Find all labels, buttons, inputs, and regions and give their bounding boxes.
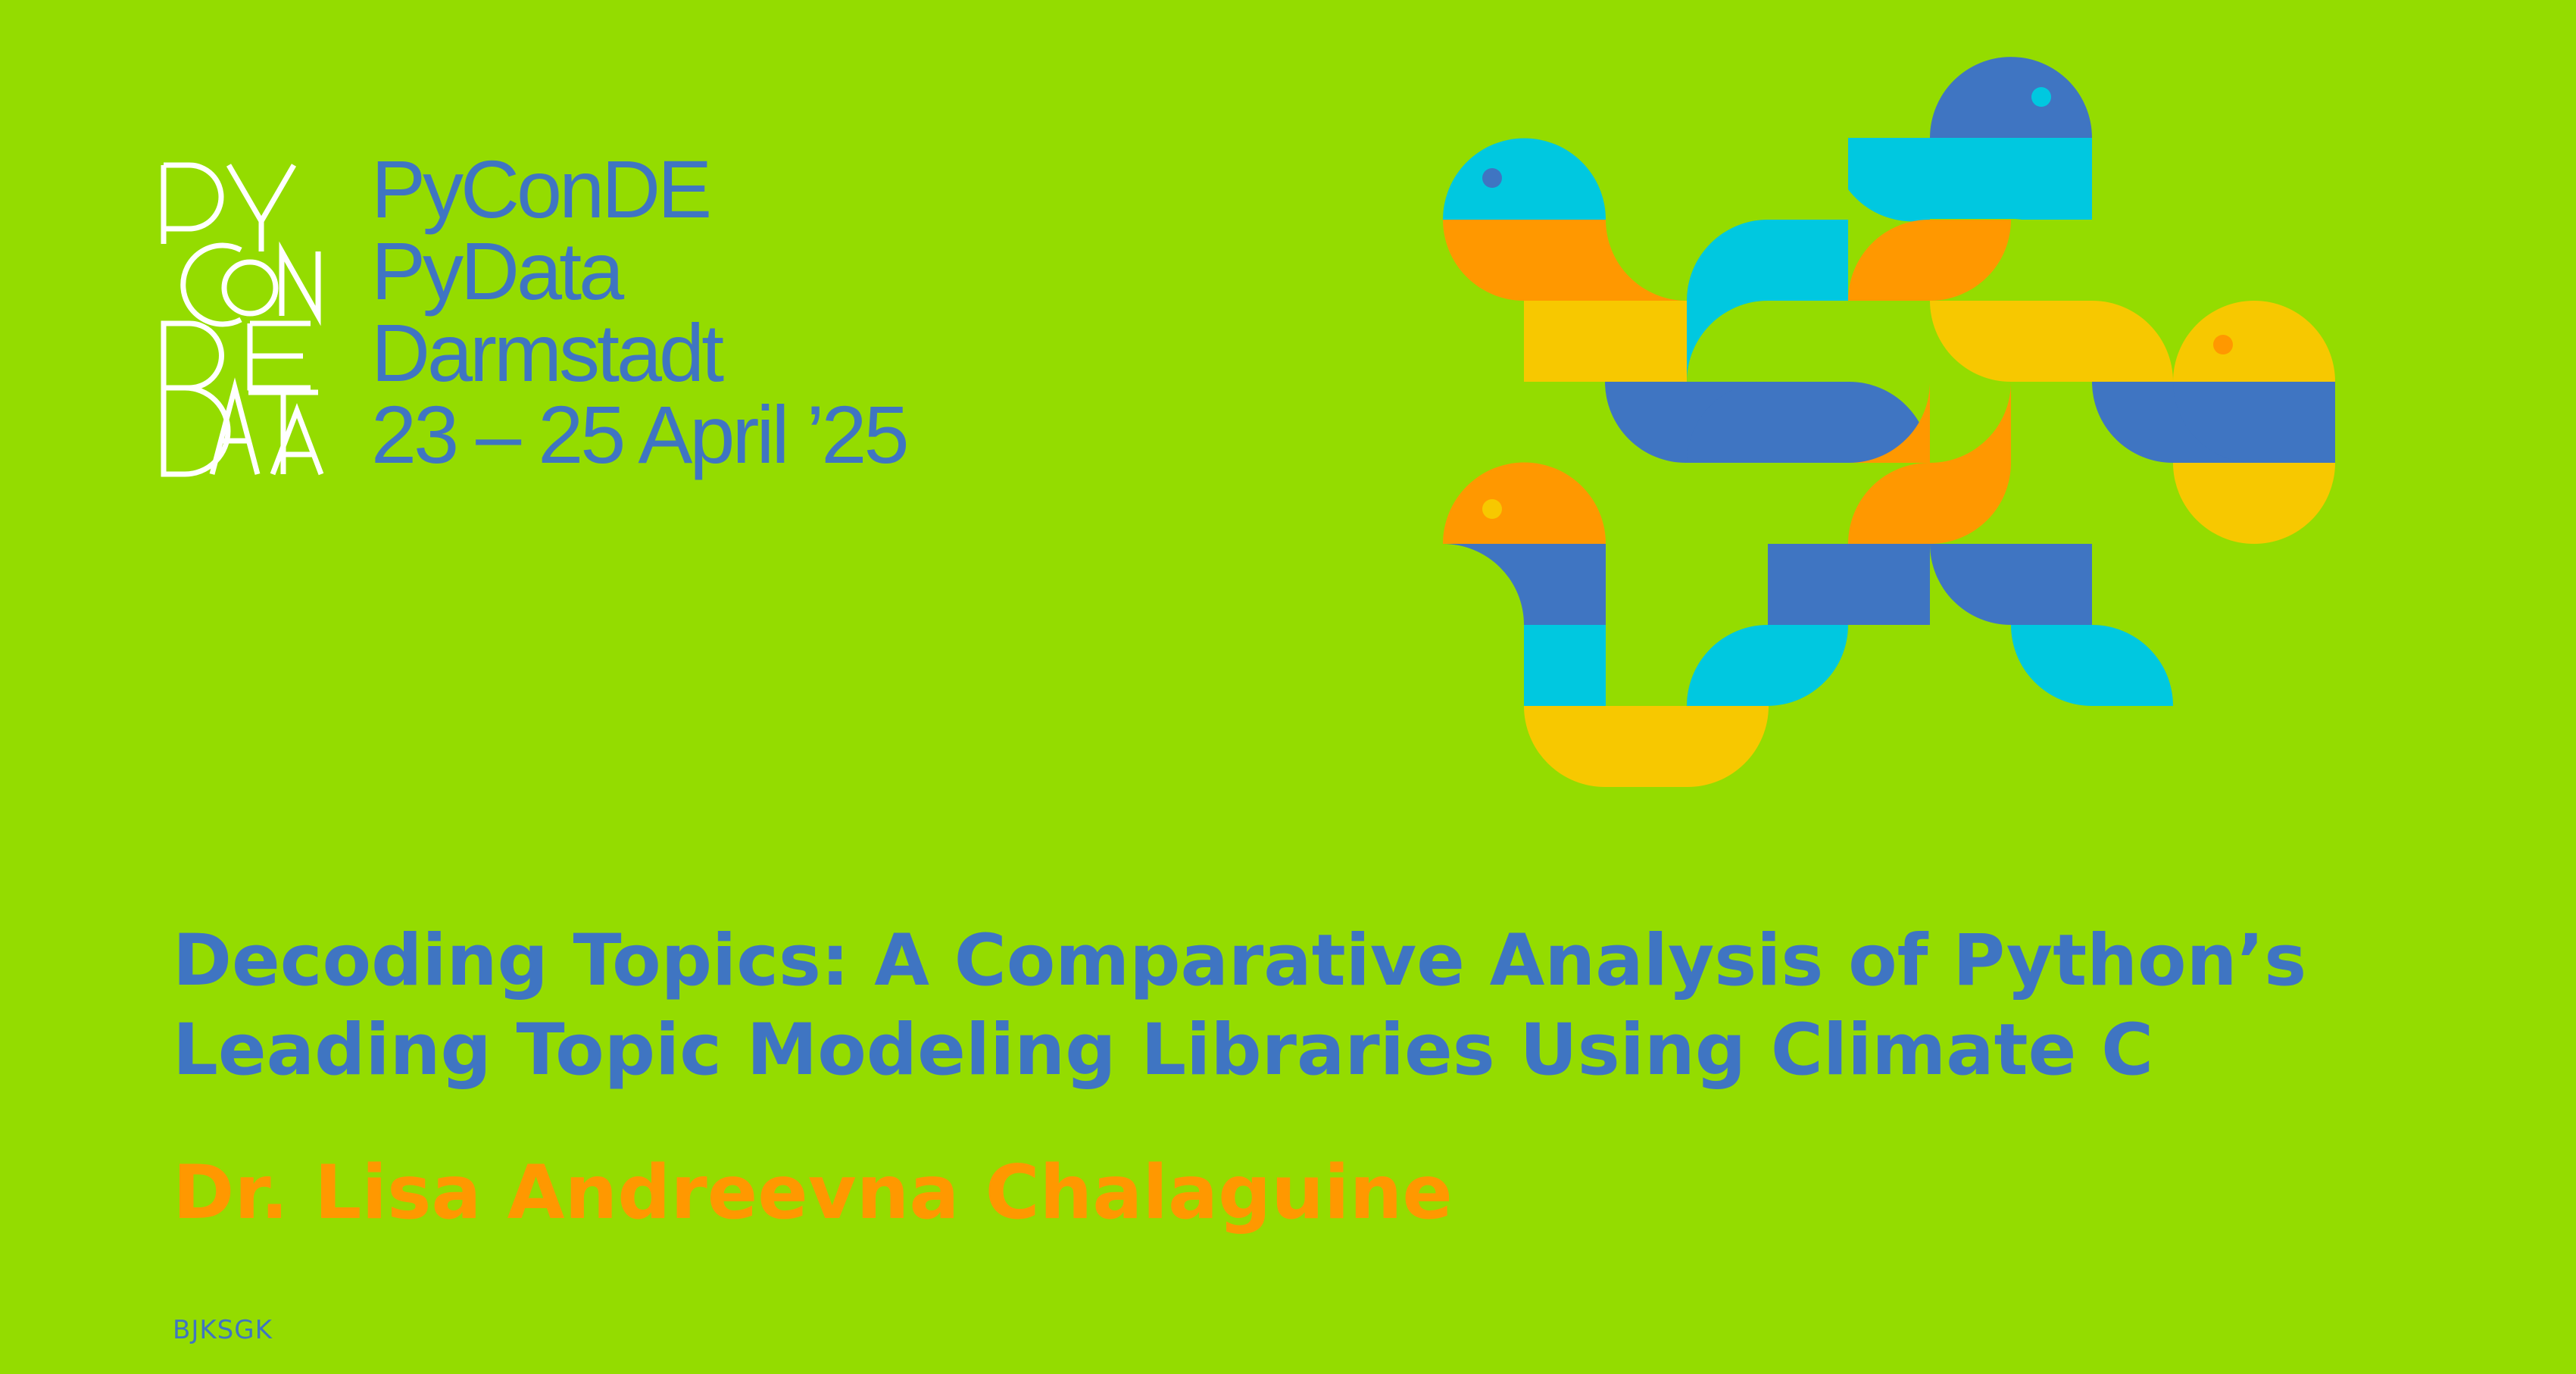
event-name: PyConDE (371, 143, 710, 235)
event-series: PyData (371, 225, 622, 317)
snake-head-orange (1443, 463, 1606, 545)
snake-head-cyan (1443, 139, 1606, 220)
talk-title (173, 917, 2483, 1095)
talk-code: BJKSGK (173, 1315, 273, 1345)
pyconde-logo (159, 161, 326, 479)
snake-eye (2213, 335, 2233, 354)
snake-eye (1482, 168, 1502, 188)
event-city: Darmstadt (371, 307, 722, 398)
speaker-name: Dr. Lisa Andreevna Chalaguine (173, 1150, 1453, 1236)
snake-eye (1482, 499, 1502, 519)
talk-title-line-1: Decoding Topics: A Comparative Analysis of Python’s (173, 920, 2307, 1002)
talk-title-line-2: Leading Topic Modeling Libraries Using Climate C (173, 1009, 2154, 1091)
snake-head-blue (1930, 57, 2092, 138)
snake-head-yellow (2173, 301, 2335, 382)
event-info (371, 143, 907, 480)
snake-eye (2031, 87, 2051, 107)
event-dates: 23 – 25 April ’25 (371, 389, 907, 480)
snakes-illustration (1439, 53, 2348, 803)
